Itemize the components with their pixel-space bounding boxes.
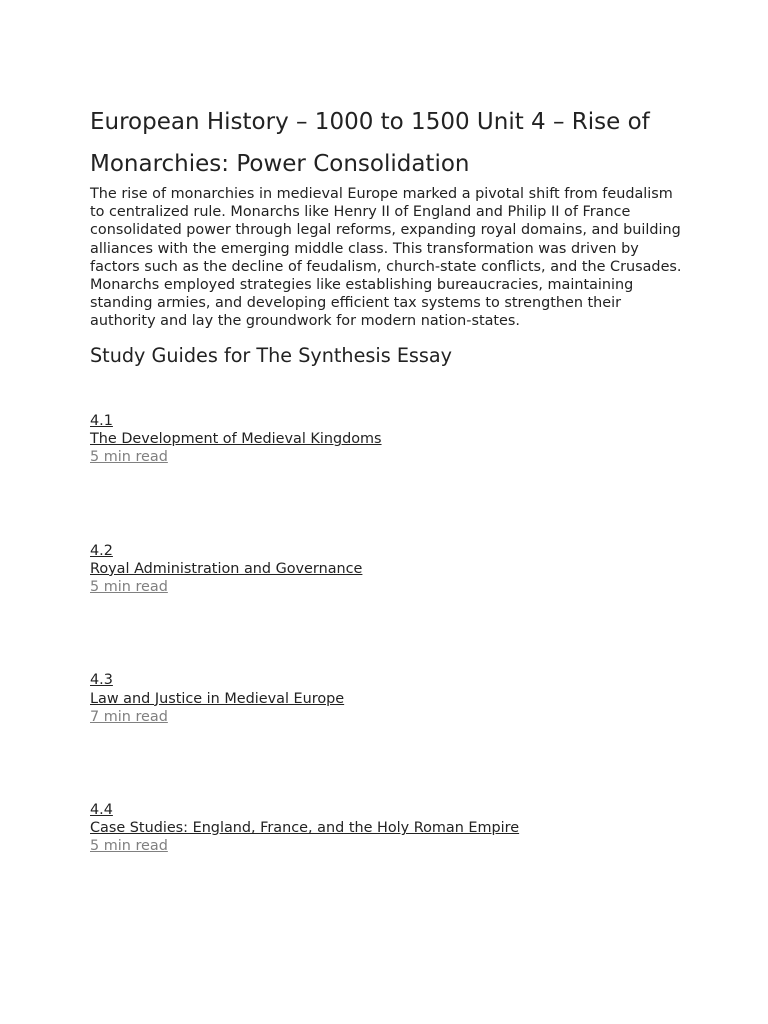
list-item (90, 801, 690, 931)
read-time[interactable]: 7 min read (90, 708, 168, 725)
read-time[interactable]: 5 min read (90, 838, 168, 855)
section-heading: Study Guides for The Synthesis Essay (90, 343, 453, 367)
guide-title-link[interactable]: Case Studies: England, France, and the Holy Roman Empire (90, 820, 520, 837)
intro-paragraph: The rise of monarchies in medieval Europe marked a pivotal shift from feudalism to centralized rule. Monarchs like Henry II of England and Philip II of France consolidated power through legal reforms, expanding royal domains, and building alliances with the emerging middle class. This transformation was driven by factors such as the decline of feudalism, church-state conflicts, and the Crusades. Monarchs employed strategies like establishing bureaucracies, maintaining standing armies, and developing efficient tax systems to strengthen their authority and lay the groundwork for modern nation-states. (90, 186, 682, 330)
read-time[interactable]: 5 min read (90, 579, 168, 596)
guide-title-link[interactable]: The Development of Medieval Kingdoms (90, 431, 382, 448)
document-body (90, 101, 690, 369)
guide-title-link[interactable]: Royal Administration and Governance (90, 560, 363, 577)
list-item (90, 671, 690, 801)
read-time[interactable]: 5 min read (90, 449, 168, 466)
guide-number[interactable]: 4.1 (90, 413, 113, 429)
list-item (90, 542, 690, 672)
page-title: European History – 1000 to 1500 Unit 4 – Rise of Monarchies: Power Consolidation (90, 109, 650, 177)
guide-title-link[interactable]: Law and Justice in Medieval Europe (90, 690, 345, 707)
guide-number[interactable]: 4.3 (90, 672, 113, 689)
guide-number[interactable]: 4.4 (90, 802, 113, 819)
list-item (90, 412, 690, 542)
study-guide-list (90, 412, 690, 931)
guide-number[interactable]: 4.2 (90, 542, 113, 559)
